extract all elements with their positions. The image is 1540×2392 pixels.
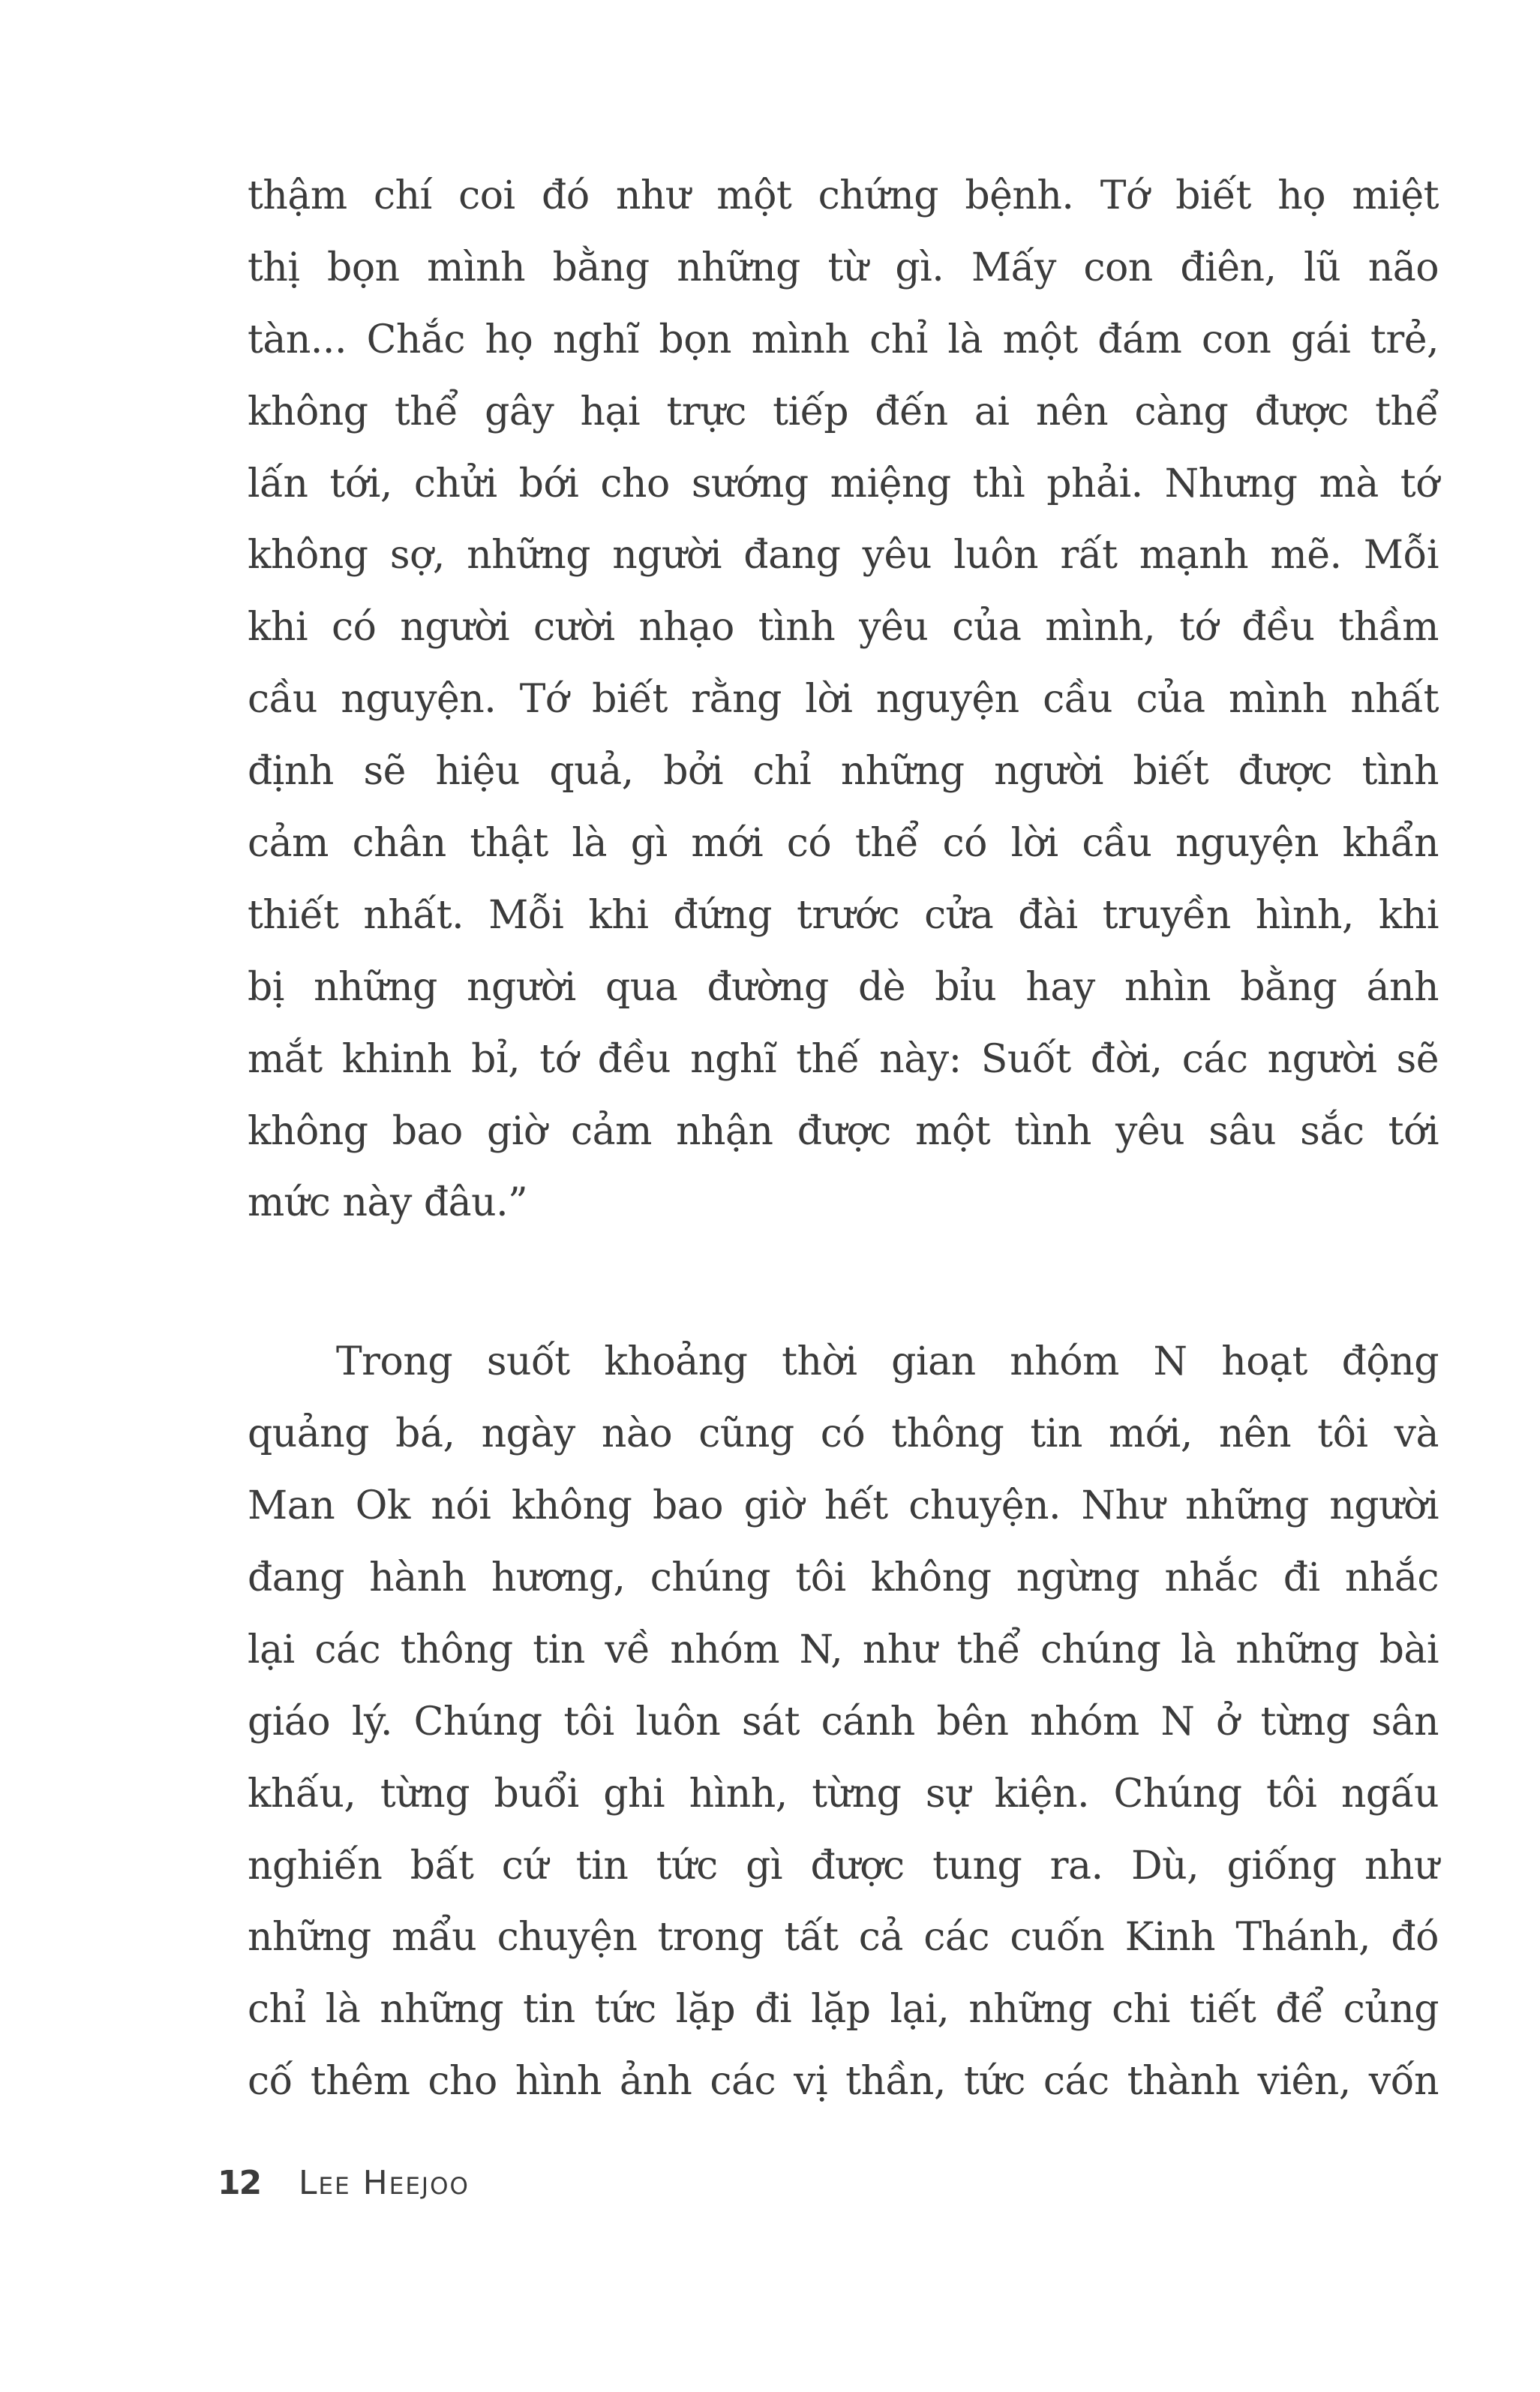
text-line: những mẩu chuyện trong tất cả các cuốn Kinh Thánh, đó [248, 1915, 1439, 1961]
text-line: thậm chí coi đó như một chứng bệnh. Tớ biết họ miệt [248, 173, 1439, 218]
text-line: không bao giờ cảm nhận được một tình yêu sâu sắc tới [248, 1108, 1439, 1154]
text-line: không thể gây hại trực tiếp đến ai nên càng được thể [248, 389, 1439, 434]
text-line: giáo lý. Chúng tôi luôn sát cánh bên nhóm N ở từng sân [248, 1699, 1439, 1744]
text-line: quảng bá, ngày nào cũng có thông tin mới, nên tôi và [248, 1411, 1439, 1457]
text-line: đang hành hương, chúng tôi không ngừng nhắc đi nhắc [248, 1555, 1439, 1601]
text-line: cố thêm cho hình ảnh các vị thần, tức các thành viên, vốn [248, 2059, 1439, 2105]
text-line: bị những người qua đường dè bỉu hay nhìn bằng ánh [248, 964, 1439, 1010]
text-line: chỉ là những tin tức lặp đi lặp lại, những chi tiết để củng [248, 1987, 1439, 2033]
text-line: khi có người cười nhạo tình yêu của mình, tớ đều thầm [248, 605, 1439, 651]
page-footer [218, 2164, 470, 2200]
text-line: mắt khinh bỉ, tớ đều nghĩ thế này: Suốt đời, các người sẽ [248, 1036, 1439, 1082]
text-line: lấn tới, chửi bới cho sướng miệng thì phải. Nhưng mà tớ [248, 461, 1439, 506]
text-line: nghiến bất cứ tin tức gì được tung ra. Dù, giống như [248, 1843, 1439, 1889]
text-line: định sẽ hiệu quả, bởi chỉ những người biết được tình [248, 749, 1439, 795]
paragraph-2 [248, 1327, 1439, 2118]
text-line: không sợ, những người đang yêu luôn rất mạnh mẽ. Mỗi [248, 533, 1439, 578]
body-text [248, 161, 1439, 2118]
paragraph-1 [248, 161, 1439, 1240]
text-line: thiết nhất. Mỗi khi đứng trước cửa đài truyền hình, khi [248, 892, 1439, 938]
text-line: cảm chân thật là gì mới có thể có lời cầu nguyện khẩn [248, 821, 1439, 867]
text-line: cầu nguyện. Tớ biết rằng lời nguyện cầu của mình nhất [248, 677, 1439, 723]
text-line: mức này đâu.” [248, 1180, 528, 1226]
running-head-author: Lee Heejoo [299, 2164, 470, 2202]
text-line: tàn... Chắc họ nghĩ bọn mình chỉ là một đám con gái trẻ, [248, 317, 1439, 362]
text-line: Trong suốt khoảng thời gian nhóm N hoạt động [336, 1339, 1439, 1385]
text-line: lại các thông tin về nhóm N, như thể chúng là những bài [248, 1627, 1439, 1672]
text-line: thị bọn mình bằng những từ gì. Mấy con điên, lũ não [248, 245, 1439, 290]
text-line: Man Ok nói không bao giờ hết chuyện. Như những người [248, 1483, 1439, 1529]
page-number: 12 [218, 2164, 261, 2202]
text-line: khấu, từng buổi ghi hình, từng sự kiện. Chúng tôi ngấu [248, 1771, 1439, 1817]
